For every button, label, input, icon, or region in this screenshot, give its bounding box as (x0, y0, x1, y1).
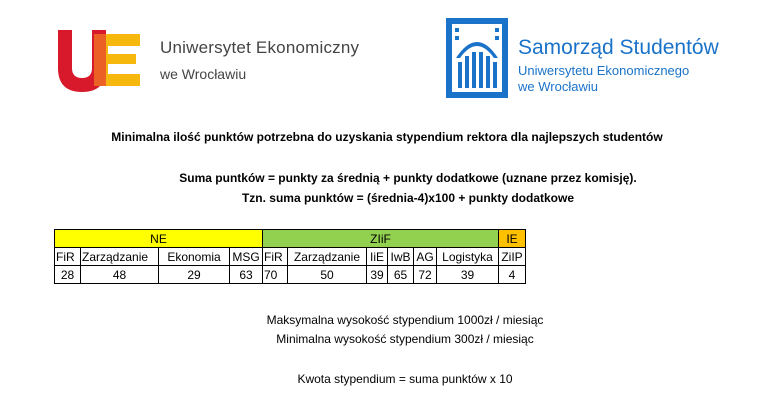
group-ne: NE (55, 230, 263, 248)
formula-line-2: Tzn. suma punktów = (średnia-4)x100 + punkty dodatkowe (241, 191, 575, 205)
group-ziif: ZIiF (263, 230, 499, 248)
value-cell: 65 (388, 266, 414, 284)
col-header: IiE (367, 248, 388, 266)
value-cell: 39 (367, 266, 388, 284)
value-cell: 48 (81, 266, 159, 284)
col-header: ZiIP (499, 248, 526, 266)
formula-line-1: Suma puntków = punkty za średnią + punkty dodatkowe (uznane przez komisję). (179, 171, 637, 185)
value-cell: 72 (414, 266, 437, 284)
col-header: FiR (263, 248, 288, 266)
value-cell: 50 (288, 266, 367, 284)
group-row (55, 230, 526, 248)
student-council-sub1: Uniwersytetu Ekonomicznego (518, 63, 690, 78)
university-city: we Wrocławiu (160, 66, 247, 82)
value-cell: 4 (499, 266, 526, 284)
values-row (55, 266, 526, 284)
amount-formula-note: Kwota stypendium = suma punktów x 10 (297, 372, 513, 386)
points-table (54, 229, 526, 284)
col-header: IwB (388, 248, 414, 266)
col-header: Ekonomia (159, 248, 230, 266)
ue-logo-icon (56, 28, 142, 92)
col-header: Zarządzanie (81, 248, 159, 266)
col-header: Logistyka (437, 248, 499, 266)
student-council-sub2: we Wrocławiu (518, 79, 598, 94)
col-header: Zarządzanie (288, 248, 367, 266)
student-council-name: Samorząd Studentów (518, 36, 719, 59)
max-scholarship-note: Maksymalna wysokość stypendium 1000zł / miesiąc (266, 313, 544, 327)
student-council-logo-icon (446, 18, 508, 98)
col-header: MSG (230, 248, 263, 266)
page-title: Minimalna ilość punktów potrzebna do uzyskania stypendium rektora dla najlepszych studentów (111, 130, 663, 144)
col-header: FiR (55, 248, 81, 266)
value-cell: 28 (55, 266, 81, 284)
col-header: AG (414, 248, 437, 266)
university-name: Uniwersytet Ekonomiczny (160, 38, 360, 57)
value-cell: 63 (230, 266, 263, 284)
value-cell: 70 (263, 266, 288, 284)
value-cell: 29 (159, 266, 230, 284)
group-ie: IE (499, 230, 526, 248)
header-row (55, 248, 526, 266)
min-scholarship-note: Minimalna wysokość stypendium 300zł / miesiąc (276, 332, 534, 346)
value-cell: 39 (437, 266, 499, 284)
